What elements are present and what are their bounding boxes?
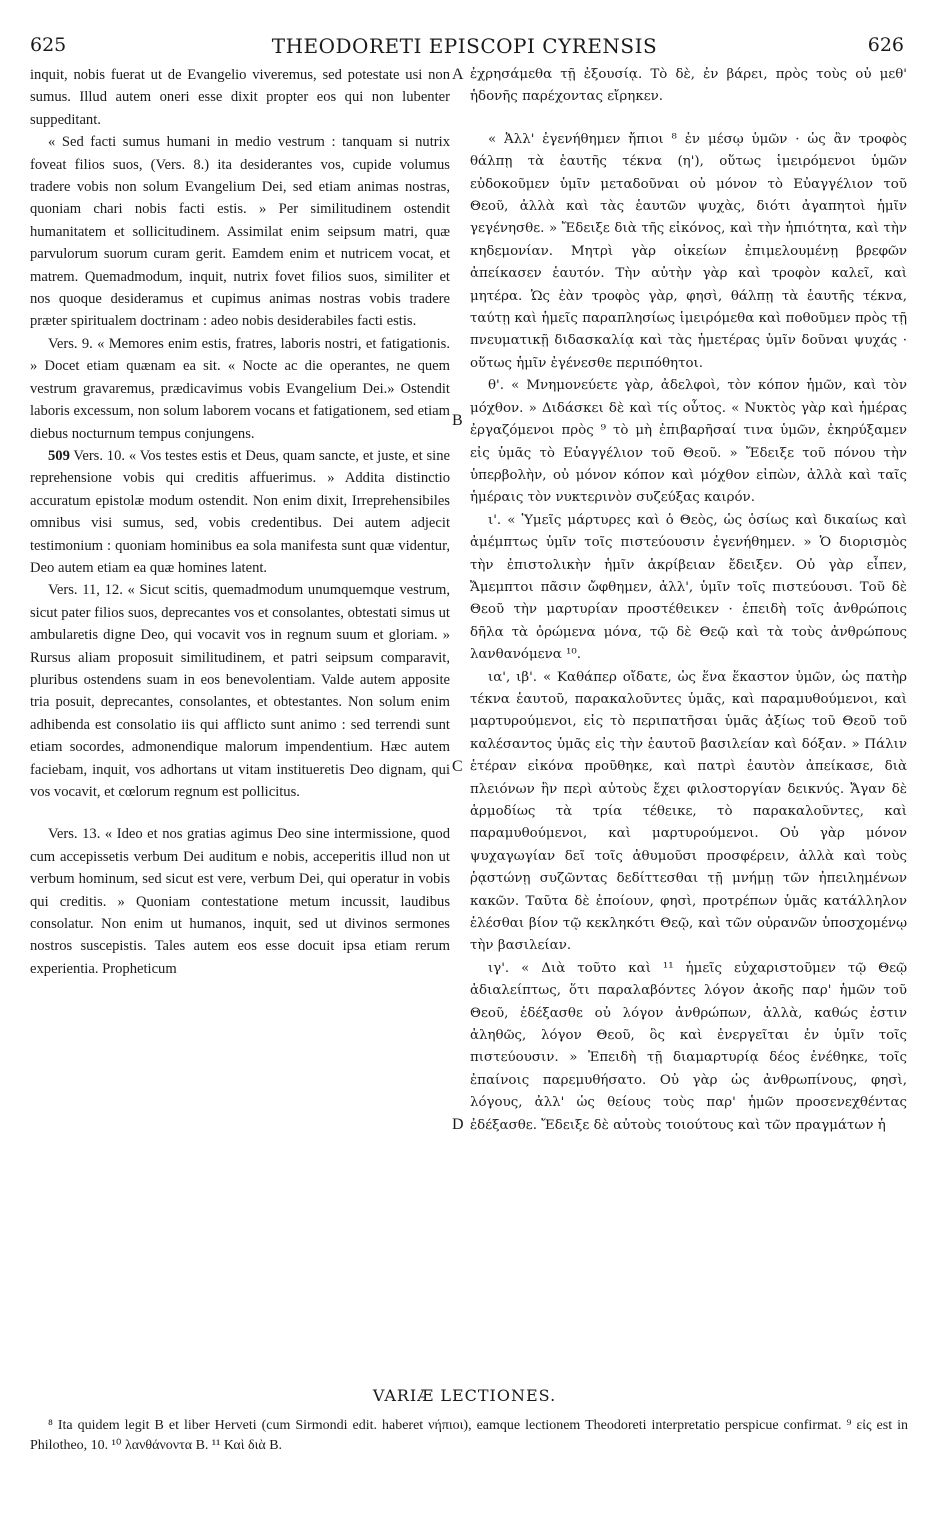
page-number-right: 626 — [867, 34, 904, 56]
note-text: ⁸ Ita quidem legit B et liber Herveti (cum Sirmondi edit. haberet νήπιοι), eamque lectionem Theodoreti interpretatio perspicue confirmat. ⁹ εἰς est in Philotheo, 10. ¹⁰ λανθάνοντα B. ¹¹ Καὶ διὰ B. — [30, 1418, 908, 1453]
latin-paragraph: Vers. 13. « Ideo et nos gratias agimus Deo sine intermissione, quod cum accepissetis verbum Dei auditum e nobis, acceperitis illud non ut verbum hominum, sed sicut est vere, verbum Dei, qui operatur in vobis qui creditis. » Quoniam contestatione metum incussit, laudibus consolatur. Non enim ut humanos, inquit, sed ut divinos sermones nostros suscepistis. Tales autem eos esse docuit ipsa etiam rerum experientia. Propheticum — [30, 826, 450, 977]
column-number: 509 — [48, 447, 70, 464]
greek-paragraph: ιγ'. « Διὰ τοῦτο καὶ ¹¹ ἡμεῖς εὐχαριστοῦμεν τῷ Θεῷ ἀδιαλείπτως, ὅτι παραλαβόντες λόγον ἀκοῆς παρ' ἡμῶν τοῦ Θεοῦ, ἐδέξασθε οὐ λόγον ἀνθρώπων, ἀλλὰ, καθώς ἐστιν ἀληθῶς, λόγον Θεοῦ, ὃς καὶ ἐνεργεῖται ἐν ὑμῖν τοῖς πιστεύουσιν. » Ἐπειδὴ τῇ διαμαρτυρίᾳ δέος ἐνέθηκε, τοῖς ἐπαίνοις παρεμυθήσατο. Οὐ γὰρ ὡς ἀνθρωπίνους, φησὶ, λόγους, ἀλλ' ὡς θείους τοὺς παρ' ἡμῶν προσενεχθέντας ἐδέξασθε. Ἔδειξε δὲ αὐτοὺς τοιούτους καὶ τῶν πραγμάτων ἡ — [470, 960, 907, 1133]
greek-paragraph: ι'. « Ὑμεῖς μάρτυρες καὶ ὁ Θεὸς, ὡς ὁσίως καὶ δικαίως καὶ ἀμέμπτως ὑμῖν τοῖς πιστεύουσιν ἐγενήθημεν. » Ὁ διορισμὸς τὴν ἐπιστολικὴν ἡμῖν ἀκρίβειαν ἔδειξεν. Οὐ γὰρ εἶπεν, Ἄμεμπτοι πᾶσιν ὤφθημεν, ἀλλ', ὑμῖν τοῖς πιστεύουσι. Τοῦ δὲ Θεοῦ τὴν μαρτυρίαν προστέθεικεν · ἐπειδὴ τοῖς ἀνθρώποις δῆλα τὰ ὁρώμενα μόνα, τῷ δὲ Θεῷ καὶ τὰ τοὺς ἀνθρώπους λανθανόμενα ¹⁰. — [470, 512, 907, 663]
greek-paragraph: ια', ιβ'. « Καθάπερ οἴδατε, ὡς ἕνα ἕκαστον ὑμῶν, ὡς πατὴρ τέκνα ἑαυτοῦ, παρακαλοῦντες ὑμᾶς, καὶ παραμυθούμενοι, καὶ μαρτυρούμενοι, εἰς τὸ περιπατῆσαι ὑμᾶς ἀξίως τοῦ Θεοῦ τοῦ καλέσαντος ὑμᾶς εἰς τὴν ἑαυτοῦ βασιλείαν καὶ δόξαν. » Πάλιν ἑτέραν εἰκόνα προῦθηκε, καὶ πατρὶ ἑαυτὸν ἀπείκασε, διὰ πλειόνων ἣν περὶ αὐτοὺς ἔχει φιλοστοργίαν δεικνύς. Ἄγαν δὲ ἁρμοδίως τὰ τρία τέθεικε, τὸ παρακαλοῦντες, καὶ παραμυθούμενοι, καὶ μαρτυρούμενοι. Οὐ γὰρ μόνον ψυχαγωγίαν δεῖ τοῖς ἀθυμοῦσι προσφέρειν, ἀλλὰ καὶ τοὺς ῥᾳστώνῃ συζῶντας δεδίττεσθαι τῇ μνήμῃ τῶν ἠπειλημένων κακῶν. Ταῦτα δὲ ἐποίουν, φησὶ, προτρέπων ὑμᾶς κατάλληλον ἑλέσθαι βίον τῷ κεκληκότι Θεῷ, καὶ τῶν οὐρανῶν ὑποσχομένῳ τὴν βασιλείαν. — [470, 669, 907, 954]
latin-paragraph: inquit, nobis fuerat ut de Evangelio viveremus, sed potestate usi non sumus. Illud autem oneri esse dixit propter eos qui non lubenter suppeditant. — [30, 67, 450, 128]
latin-paragraph: 509 Vers. 10. « Vos testes estis et Deus, quam sancte, et juste, et sine reprehensione vobis qui creditis affuerimus. » Addita distinctio accuratum epistolæ modum ostendit. Non enim dixit, Irreprehensibiles omnibus visi sumus, sed, vobis credentibus. Dei autem adjecit testimonium : quoniam hominibus ea sola manifesta sunt quæ videntur, Deo autem etiam ea quæ homines latent. — [30, 447, 450, 576]
greek-column — [470, 64, 907, 1137]
latin-paragraph: « Sed facti sumus humani in medio vestrum : tanquam si nutrix foveat filios suos, (Vers. 8.) ita desiderantes vos, cupide volumus tradere vobis non solum Evangelium Dei, sed etiam animas nostras, quoniam chari nobis facti estis. » Per similitudinem ostendit humanitatem et sollicitudinem. Assimilat enim seipsum matri, quæ parvulorum suorum curam gerit. Eamdem enim et nutricem vocat, et matrem. Quemadmodum, inquit, nutrix fovet filios suos, similiter et nos quoque desideramus et cupimus animas nostras vobis tradere præter spiritualem doctrinam : adeo nobis desiderabiles facti estis. — [30, 134, 450, 330]
greek-paragraph: « Ἀλλ' ἐγενήθημεν ἤπιοι ⁸ ἐν μέσῳ ὑμῶν · ὡς ἂν τροφὸς θάλπῃ τὰ ἑαυτῆς τέκνα (η'), οὕτως ἱμειρόμενοι ὑμῶν εὐδοκοῦμεν ὑμῖν μεταδοῦναι οὐ μόνον τὸ Εὐαγγέλιον τοῦ Θεοῦ, ἀλλὰ καὶ τὰς ἑαυτῶν ψυχὰς, διότι ἀγαπητοὶ ἡμῖν γεγένησθε. » Ἔδειξε διὰ τῆς εἰκόνος, καὶ τὴν ἠπιότητα, καὶ τὴν κηδεμονίαν. Μητρὶ γὰρ οἰκείων ἐπιμελουμένῃ βρεφῶν ἀπείκασεν ἑαυτόν. Τὴν αὐτὴν γὰρ καὶ τροφὸν καλεῖ, καὶ μητέρα. Ὡς ἐὰν τροφὸς γὰρ, φησὶ, θάλπῃ τὰ ἑαυτῆς τέκνα, ταύτῃ καὶ ἡμεῖς παραπλησίως ἱμειρόμεθα καὶ ποθοῦμεν πρὸς τῇ πνευματικῇ διδασκαλίᾳ καὶ τὰς ἡμετέρας ὑμῖν δοῦναι ψυχάς · οὕτως ἡμῖν ἐγένεσθε περιπόθητοι. — [470, 131, 907, 371]
variae-lectiones-notes — [30, 1416, 908, 1456]
running-header — [0, 30, 929, 66]
greek-paragraph: θ'. « Μνημονεύετε γὰρ, ἀδελφοὶ, τὸν κόπον ἡμῶν, καὶ τὸν μόχθον. » Διδάσκει δὲ καὶ τίς οὗτος. « Νυκτὸς γὰρ καὶ ἡμέρας ἐργαζόμενοι πρὸς ⁹ τὸ μὴ ἐπιβαρῆσαί τινα ὑμῶν, ἐκηρύξαμεν εἰς ὑμᾶς τὸ Εὐαγγέλιον τοῦ Θεοῦ. » Ἔδειξε τοῦ πόνου τὴν ὑπερβολὴν, οὐ μόνον κόπον καὶ μόχθον εἰπὼν, ἀλλὰ καὶ ταῖς ἡμέραις τὸν νυκτερινὸν συζεύξας καιρόν. — [470, 378, 907, 506]
margin-letter-a: A — [452, 66, 464, 83]
margin-letter-d: D — [452, 1116, 464, 1133]
margin-letter-b: B — [452, 412, 463, 429]
greek-paragraph: ἐχρησάμεθα τῇ ἐξουσίᾳ. Τὸ δὲ, ἐν βάρει, πρὸς τοὺς οὐ μεθ' ἡδονῆς παρέχοντας εἴρηκεν. — [470, 67, 907, 105]
latin-paragraph: Vers. 9. « Memores enim estis, fratres, laboris nostri, et fatigationis. » Docet etiam quænam ea sit. « Nocte ac die operantes, ne quem vestrum gravaremus, prædicavimus vobis Evangelium Dei.» Ostendit laboris excessum, non solum laborem vocans et fatigationem, sed etiam diebus nocturnum tempus conjungens. — [30, 335, 450, 442]
latin-column — [30, 64, 450, 980]
margin-letter-c: C — [452, 758, 463, 775]
running-title: THEODORETI EPISCOPI CYRENSIS — [271, 34, 658, 58]
variae-lectiones-title: VARIÆ LECTIONES. — [372, 1386, 557, 1405]
page-number-left: 625 — [30, 34, 67, 56]
latin-paragraph: Vers. 11, 12. « Sicut scitis, quemadmodum unumquemque vestrum, sicut pater filios suos, deprecantes vos et consolantes, obtestati simus ut ambularetis digne Deo, qui vocavit vos in regnum suum et gloriam. » Rursus aliam proposuit similitudinem, et patri seipsum comparavit, pluribus ostendens suam in eos benevolentiam. Valde autem apposite tria posuit, deprecantes, consolantes, et obtestantes. Non solum enim adhibenda est consolatio iis qui afflicto sunt animo : sed terrendi sunt etiam socordes, admonendique malorum impendentium. Hæc autem faciebam, inquit, vos adhortans ut vitam institueretis Deo dignam, qui vos vocavit, et cœlorum regnum est pollicitus. — [30, 582, 450, 800]
